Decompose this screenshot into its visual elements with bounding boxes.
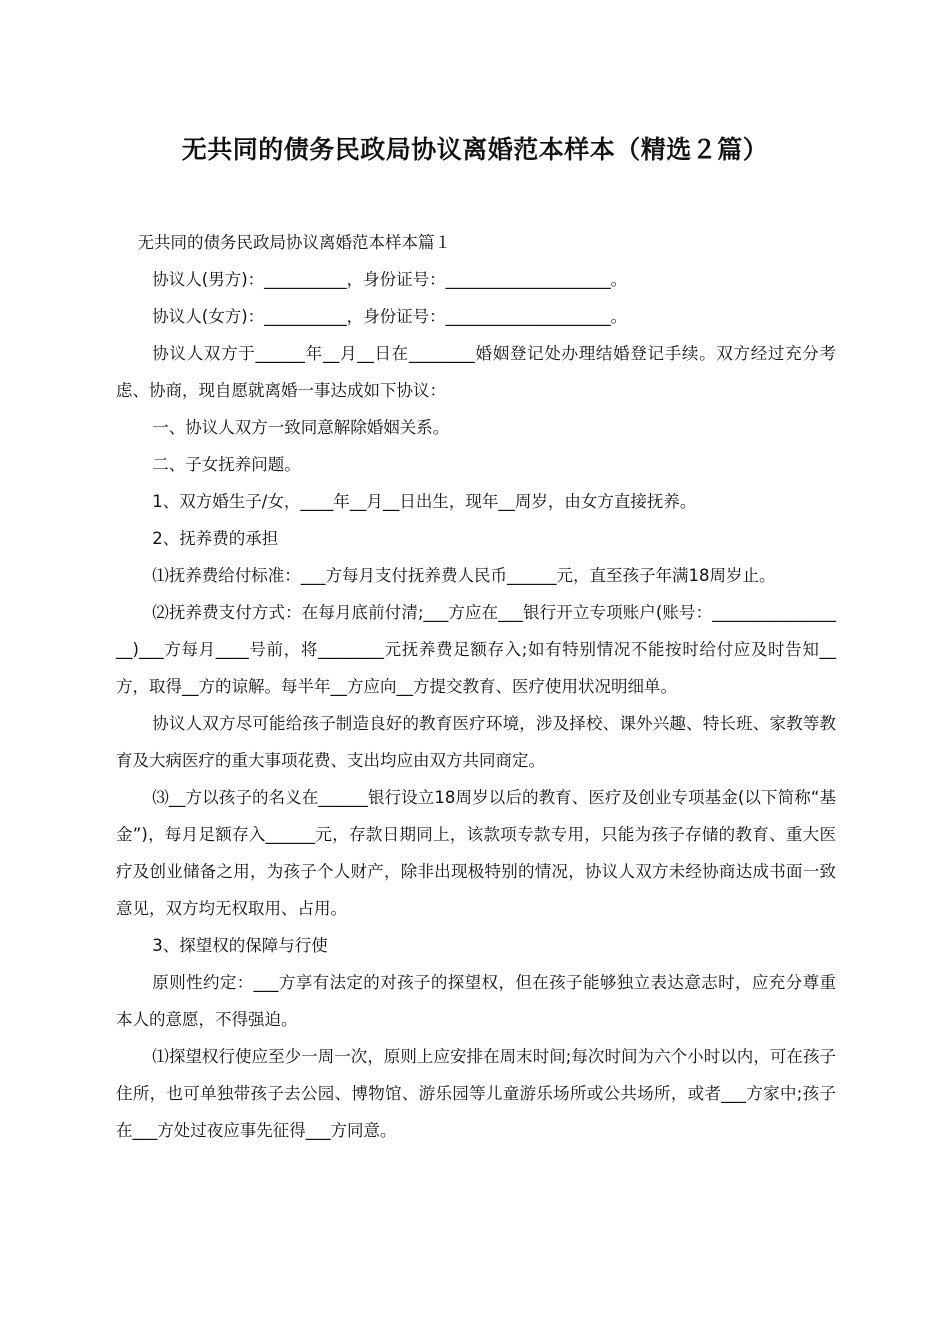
- paragraph-support-standard: ⑴抚养费给付标准：___方每月支付抚养费人民币______元，直至孩子年满18周岁止。: [152, 566, 776, 585]
- document-body: [116, 224, 836, 1149]
- paragraph-clause-1: 一、协议人双方一致同意解除婚姻关系。: [152, 418, 450, 437]
- paragraph-fund: ⑶__方以孩子的名义在______银行设立18周岁以后的教育、医疗及创业专项基金(以下简称“基金”)，每月足额存入______元，存款日期同上，该款项专款专用，只能为孩子存储的教育、重大医疗及创业储备之用，为孩子个人财产，除非出现极特别的情况，协议人双方未经协商达成书面一致意见，双方均无权取用、占用。: [116, 788, 836, 918]
- paragraph-child-info: 1、双方婚生子/女，____年__月__日出生，现年__周岁，由女方直接抚养。: [152, 492, 697, 511]
- paragraph-marriage-registration: 协议人双方于______年__月__日在________婚姻登记处办理结婚登记手续。双方经过充分考虑、协商，现自愿就离婚一事达成如下协议：: [116, 344, 836, 400]
- paragraph-male-party: 协议人(男方)：__________，身份证号：____________________。: [152, 270, 628, 289]
- paragraph-female-party: 协议人(女方)：__________，身份证号：____________________。: [152, 307, 628, 326]
- paragraph-visitation-heading: 3、探望权的保障与行使: [152, 936, 328, 955]
- paragraph-visitation-principle: 原则性约定：___方享有法定的对孩子的探望权，但在孩子能够独立表达意志时，应充分尊重本人的意愿，不得强迫。: [116, 973, 836, 1029]
- paragraph-support-payment: ⑵抚养费支付方式：在每月底前付清;___方应在___银行开立专项账户(账号：_________________)___方每月____号前，将________元抚养费足额存入;如有特别情况不能按时给付应及时告知__方，取得__方的谅解。每半年__方应向__方提交教育、医疗使用状况明细单。: [116, 603, 836, 696]
- paragraph-visitation-frequency: ⑴探望权行使应至少一周一次，原则上应安排在周末时间;每次时间为六个小时以内，可在孩子住所，也可单独带孩子去公园、博物馆、游乐园等儿童游乐场所或公共场所，或者___方家中;孩子在___方处过夜应事先征得___方同意。: [116, 1047, 836, 1140]
- section-heading: 无共同的债务民政局协议离婚范本样本篇１: [137, 233, 451, 252]
- paragraph-education-environment: 协议人双方尽可能给孩子制造良好的教育医疗环境，涉及择校、课外兴趣、特长班、家教等教育及大病医疗的重大事项花费、支出均应由双方共同商定。: [116, 714, 836, 770]
- paragraph-clause-2: 二、子女抚养问题。: [152, 455, 301, 474]
- document-title: 无共同的债务民政局协议离婚范本样本（精选２篇）: [181, 135, 769, 164]
- paragraph-support-heading: 2、抚养费的承担: [152, 529, 279, 548]
